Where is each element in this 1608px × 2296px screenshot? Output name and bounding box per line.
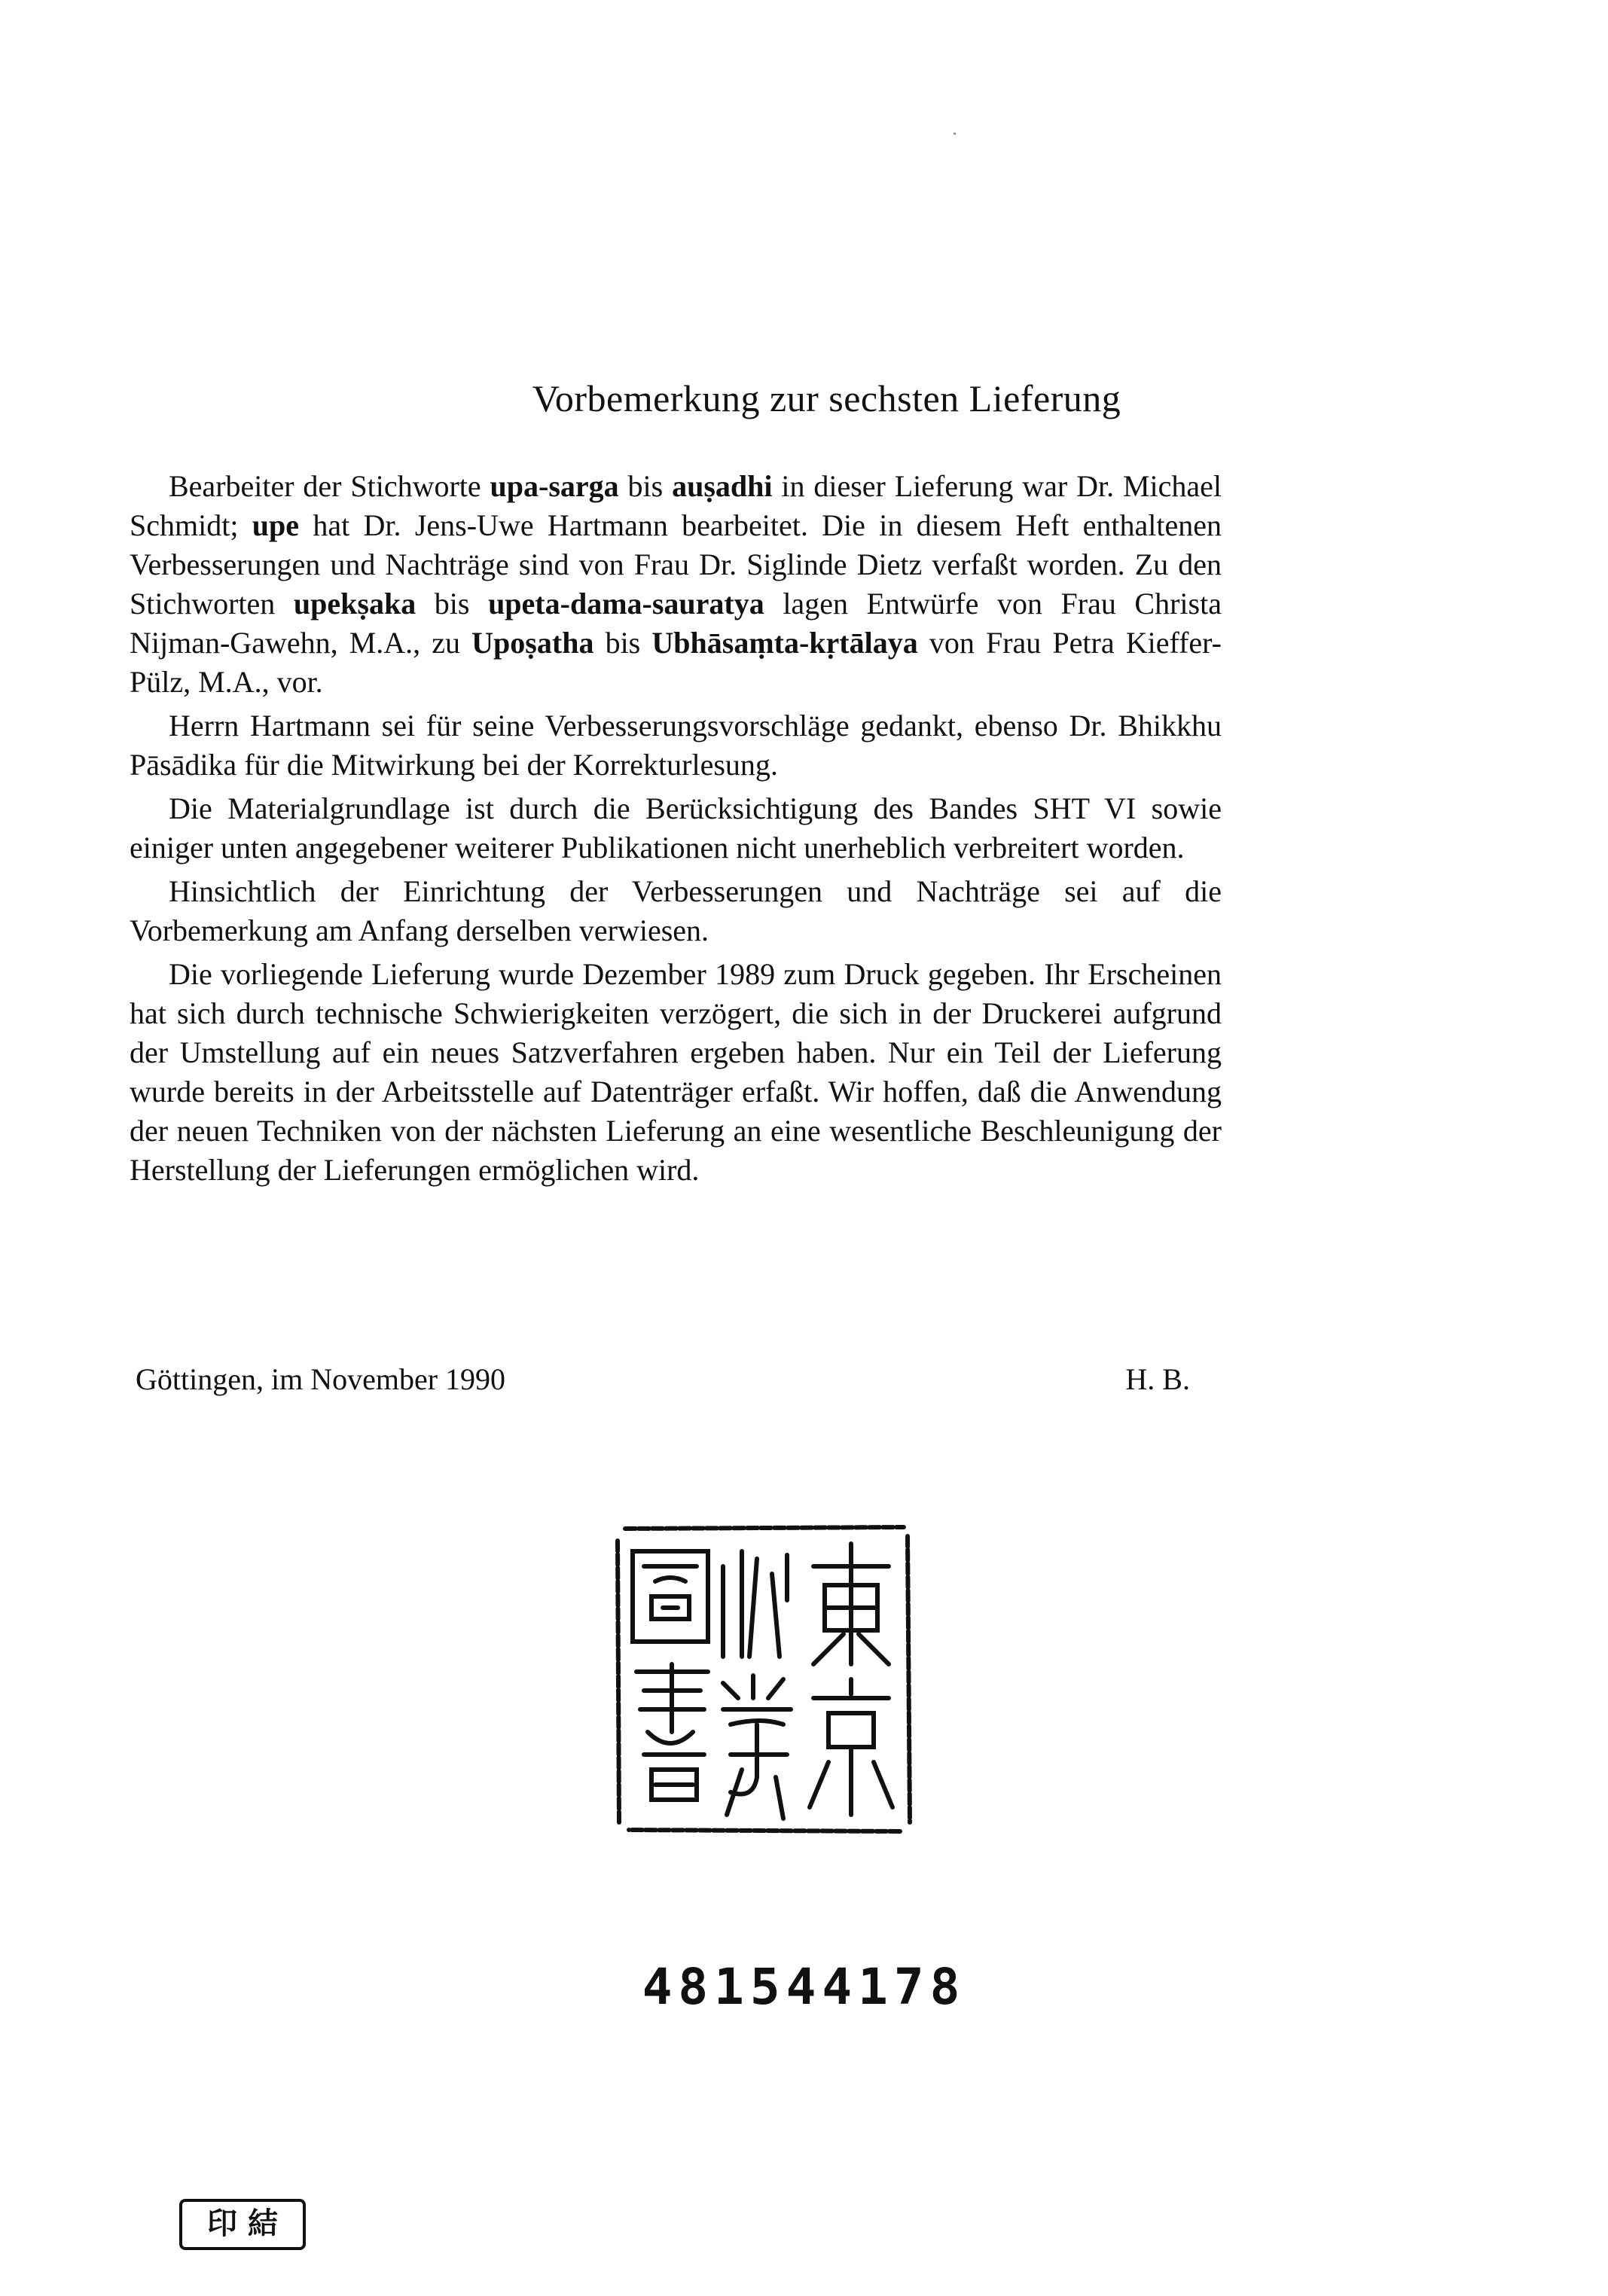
paragraph-1: Bearbeiter der Stichworte upa-sarga bis auṣadhi in dieser Lieferung war Dr. Michael Schmidt; upe hat Dr. Jens-Uwe Hartmann bearbeitet. Die in diesem Heft enthaltenen Verbesserungen und Nachträge sind von Frau Dr. Siglinde Dietz verfaßt worden. Zu den Stichworten upekṣaka bis upeta-dama-sauratya lagen Entwürfe von Frau Christa Nijman-Gawehn, M.A., zu Upoṣatha bis Ubhāsaṃta-kṛtālaya von Frau Petra Kieffer-Pülz, M.A., vor. (130, 469, 1222, 699)
body-text (130, 467, 1222, 1194)
page-title: Vorbemerkung zur sechsten Lieferung (532, 377, 1121, 419)
paragraph-3: Die Materialgrundlage ist durch die Berücksichtigung des Bandes SHT VI sowie einiger unten angegebener weiterer Publikationen nicht unerheblich verbreitert worden. (130, 791, 1222, 864)
small-stamp: 印 結 (179, 2199, 306, 2250)
paragraph-4: Hinsichtlich der Einrichtung der Verbesserungen und Nachträge sei auf die Vorbemerkung am Anfang derselben verwiesen. (130, 874, 1222, 947)
place-date: Göttingen, im November 1990 (136, 1362, 506, 1396)
catalog-number: 481544178 (642, 1958, 966, 2016)
seal-stamp-icon (610, 1521, 919, 1837)
library-seal (610, 1521, 919, 1837)
paragraph-5: Die vorliegende Lieferung wurde Dezember 1989 zum Druck gegeben. Ihr Erscheinen hat sich durch technische Schwierigkeiten verzögert, die sich in der Druckerei aufgrund der Umstellung auf ein neues Satzverfahren ergeben haben. Nur ein Teil der Lieferung wurde bereits in der Arbeitsstelle auf Datenträger erfaßt. Wir hoffen, daß die Anwendung der neuen Techniken von der nächsten Lieferung an eine wesentliche Beschleunigung der Herstellung der Lieferungen ermöglichen wird. (130, 957, 1222, 1187)
speck (954, 133, 956, 135)
paragraph-2: Herrn Hartmann sei für seine Verbesserungsvorschläge gedankt, ebenso Dr. Bhikkhu Pāsādika für die Mitwirkung bei der Korrekturlesung. (130, 709, 1222, 782)
author-initials: H. B. (1125, 1362, 1190, 1396)
